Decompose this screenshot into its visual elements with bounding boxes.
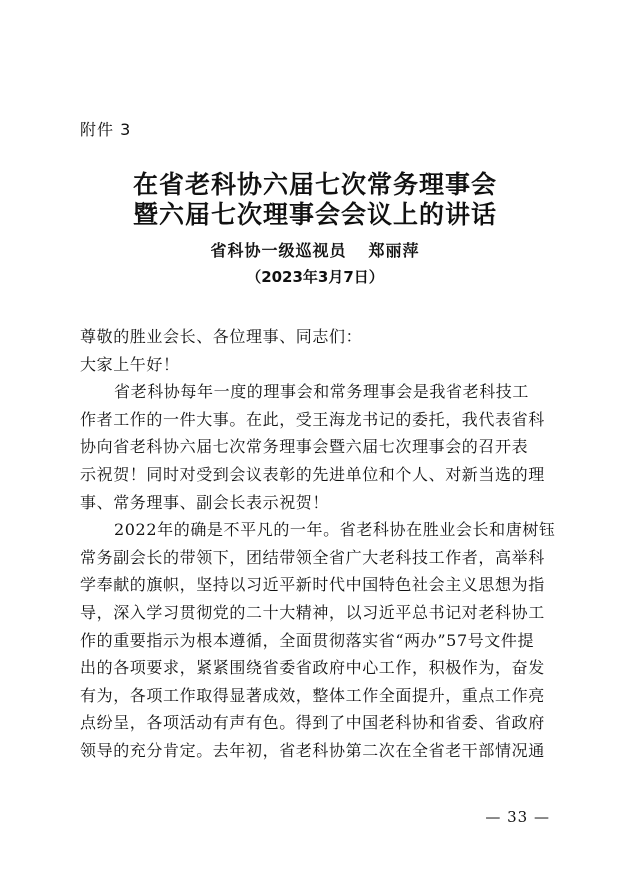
paragraph-line: 出的各项要求，紧紧围绕省委省政府中心工作，积极作为，奋发 — [80, 658, 545, 678]
title-line-1: 在省老科协六届七次常务理事会 — [132, 170, 497, 199]
speech-date: （2023年3月7日） — [246, 268, 384, 286]
paragraph-line: 有为，各项工作取得显著成效，整体工作全面提升，重点工作亮 — [80, 685, 545, 705]
paragraph-line: 示祝贺！同时对受到会议表彰的先进单位和个人、对新当选的理 — [80, 464, 545, 484]
author-name: 郑丽萍 — [368, 241, 420, 260]
page-number: — 33 — — [485, 808, 550, 826]
paragraph-line: 2022年的确是不平凡的一年。省老科协在胜业会长和唐树钰 — [114, 520, 556, 540]
paragraph-line: 作者工作的一件大事。在此，受王海龙书记的委托，我代表省科 — [80, 409, 545, 429]
author-line — [0, 238, 630, 261]
greeting-line: 大家上午好！ — [80, 354, 180, 374]
paragraph-line: 点纷呈，各项活动有声有色。得到了中国老科协和省委、省政府 — [80, 713, 545, 733]
salutation-line: 尊敬的胜业会长、各位理事、同志们： — [80, 327, 363, 346]
paragraph-line: 常务副会长的带领下，团结带领全省广大老科技工作者，高举科 — [80, 547, 545, 567]
paragraph-line: 省老科协每年一度的理事会和常务理事会是我省老科技工 — [114, 382, 530, 402]
attachment-label: 附件 3 — [80, 120, 132, 139]
paragraph-line: 领导的充分肯定。去年初，省老科协第二次在全省老干部情况通 — [80, 740, 545, 760]
paragraph-line: 导，深入学习贯彻党的二十大精神，以习近平总书记对老科协工 — [80, 602, 545, 622]
speech-body — [80, 323, 556, 765]
paragraph-line: 作的重要指示为根本遵循，全面贯彻落实省“两办”57号文件提 — [80, 630, 535, 650]
paragraph-line: 学奉献的旗帜，坚持以习近平新时代中国特色社会主义思想为指 — [80, 575, 545, 595]
paragraph-line: 协向省老科协六届七次常务理事会暨六届七次理事会的召开表 — [80, 437, 529, 457]
author-position: 省科协一级巡视员 — [210, 241, 347, 260]
paragraph-line: 事、常务理事、副会长表示祝贺！ — [80, 492, 330, 512]
title-line-2: 暨六届七次理事会会议上的讲话 — [132, 200, 497, 229]
